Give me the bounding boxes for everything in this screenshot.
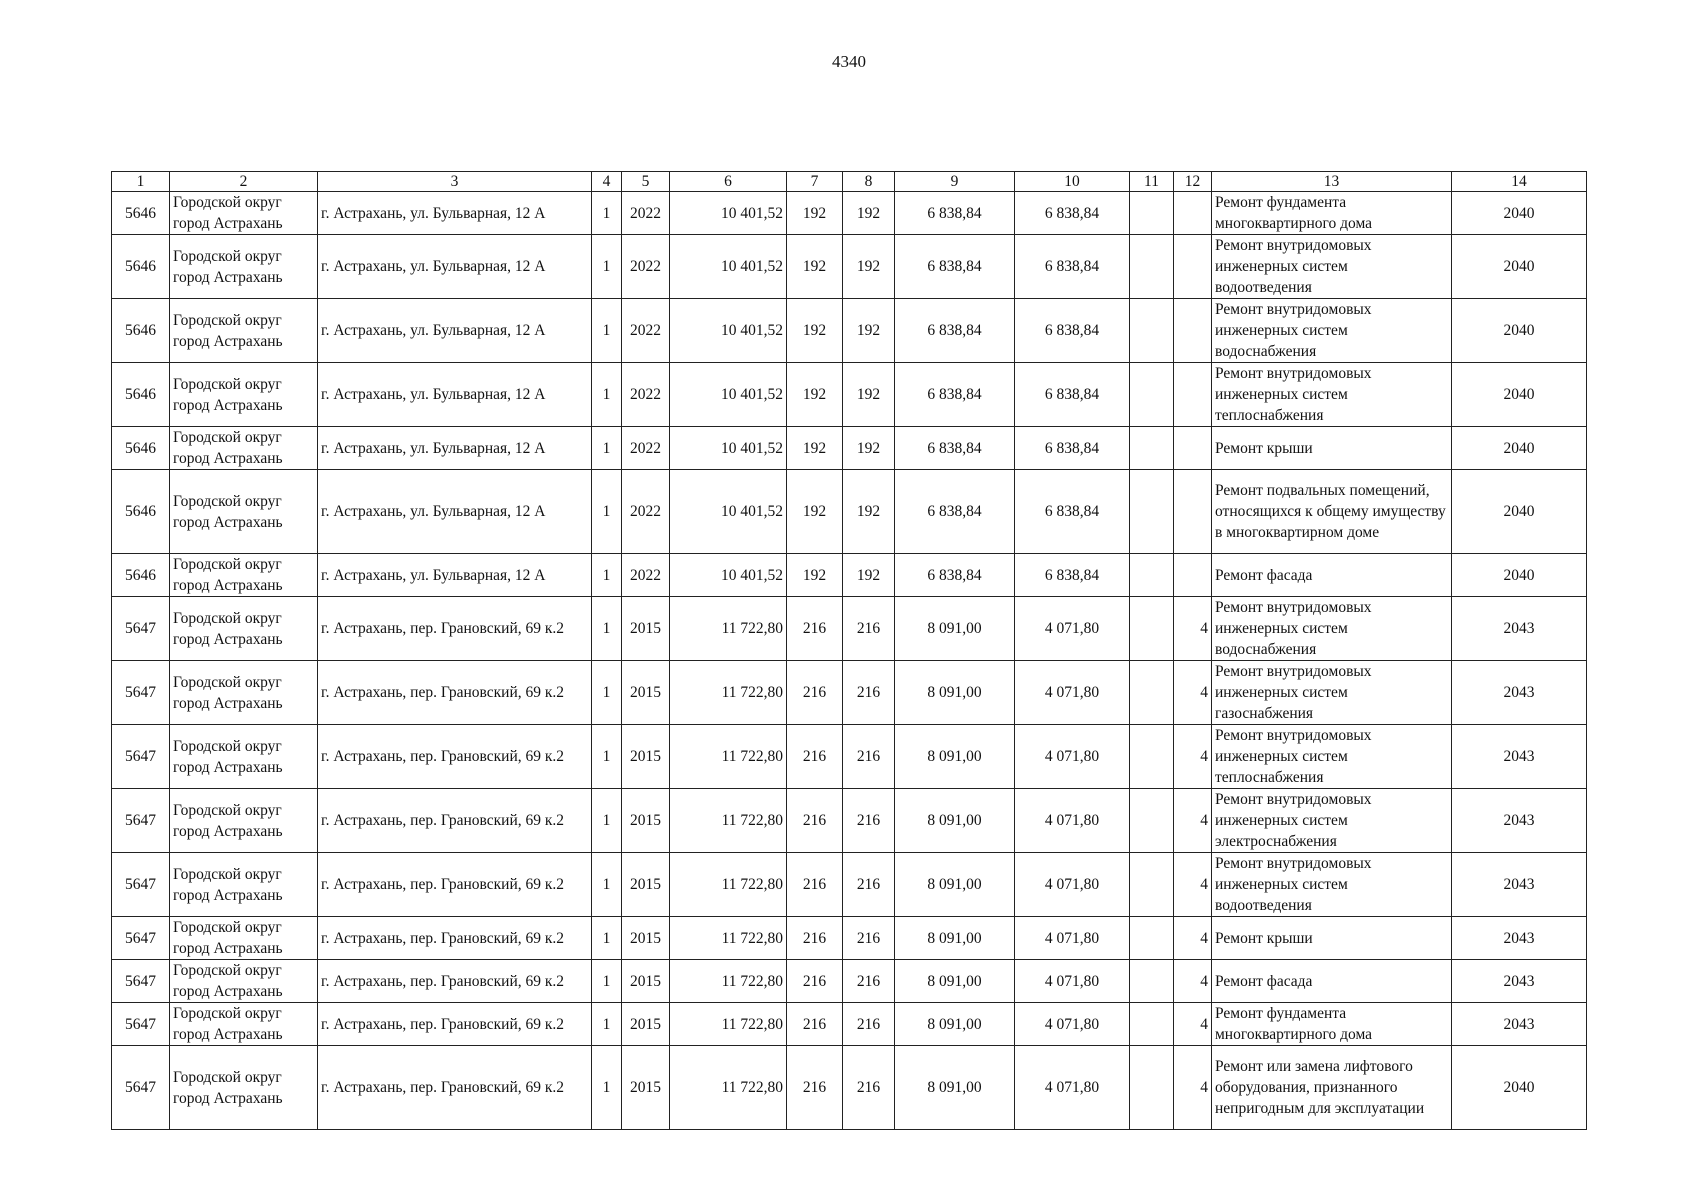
cell-col-12: [1174, 299, 1212, 363]
cell-col-7: 192: [787, 470, 843, 554]
cell-area-10: 4 071,80: [1015, 725, 1130, 789]
cell-col-11: [1130, 789, 1174, 853]
cell-municipality: Городской округ город Астрахань: [170, 725, 318, 789]
cell-area-total: 10 401,52: [670, 554, 787, 597]
cell-col-12: 4: [1174, 789, 1212, 853]
cell-work-type: Ремонт крыши: [1212, 917, 1452, 960]
cell-col-7: 192: [787, 363, 843, 427]
cell-col-12: 4: [1174, 1003, 1212, 1046]
cell-area-total: 11 722,80: [670, 789, 787, 853]
cell-col-7: 216: [787, 960, 843, 1003]
cell-municipality: Городской округ город Астрахань: [170, 960, 318, 1003]
cell-area-total: 11 722,80: [670, 1003, 787, 1046]
cell-col-11: [1130, 554, 1174, 597]
cell-area-10: 6 838,84: [1015, 299, 1130, 363]
cell-col-11: [1130, 917, 1174, 960]
cell-col-12: 4: [1174, 960, 1212, 1003]
cell-col-4: 1: [592, 1046, 622, 1130]
cell-planned-year: 2040: [1452, 192, 1587, 235]
table-row: [112, 1003, 1587, 1046]
table-header: [112, 172, 1587, 192]
cell-area-total: 10 401,52: [670, 299, 787, 363]
cell-row-number: 5647: [112, 661, 170, 725]
cell-col-8: 216: [843, 789, 895, 853]
cell-row-number: 5646: [112, 470, 170, 554]
cell-planned-year: 2040: [1452, 470, 1587, 554]
table-row: [112, 363, 1587, 427]
cell-row-number: 5647: [112, 960, 170, 1003]
column-header: 3: [318, 172, 592, 192]
cell-col-11: [1130, 192, 1174, 235]
cell-year: 2022: [622, 470, 670, 554]
cell-address: г. Астрахань, ул. Бульварная, 12 А: [318, 235, 592, 299]
cell-area-total: 11 722,80: [670, 917, 787, 960]
cell-col-7: 216: [787, 1003, 843, 1046]
cell-area-total: 11 722,80: [670, 661, 787, 725]
cell-area-10: 6 838,84: [1015, 363, 1130, 427]
cell-col-7: 216: [787, 1046, 843, 1130]
cell-row-number: 5647: [112, 917, 170, 960]
cell-area-total: 10 401,52: [670, 235, 787, 299]
cell-area-total: 11 722,80: [670, 597, 787, 661]
cell-area-9: 8 091,00: [895, 1046, 1015, 1130]
cell-address: г. Астрахань, пер. Грановский, 69 к.2: [318, 960, 592, 1003]
column-header: 2: [170, 172, 318, 192]
cell-municipality: Городской округ город Астрахань: [170, 661, 318, 725]
cell-municipality: Городской округ город Астрахань: [170, 427, 318, 470]
cell-col-4: 1: [592, 661, 622, 725]
cell-planned-year: 2043: [1452, 917, 1587, 960]
cell-col-7: 216: [787, 789, 843, 853]
table-row: [112, 554, 1587, 597]
cell-col-12: 4: [1174, 597, 1212, 661]
cell-col-7: 192: [787, 235, 843, 299]
cell-row-number: 5647: [112, 597, 170, 661]
cell-municipality: Городской округ город Астрахань: [170, 363, 318, 427]
cell-area-9: 8 091,00: [895, 661, 1015, 725]
cell-municipality: Городской округ город Астрахань: [170, 789, 318, 853]
cell-area-9: 6 838,84: [895, 427, 1015, 470]
cell-row-number: 5646: [112, 192, 170, 235]
cell-municipality: Городской округ город Астрахань: [170, 917, 318, 960]
table-row: [112, 192, 1587, 235]
cell-area-9: 8 091,00: [895, 853, 1015, 917]
cell-planned-year: 2043: [1452, 661, 1587, 725]
table-row: [112, 597, 1587, 661]
cell-work-type: Ремонт внутридомовых инженерных систем водоснабжения: [1212, 597, 1452, 661]
table-row: [112, 427, 1587, 470]
cell-col-4: 1: [592, 427, 622, 470]
cell-col-7: 192: [787, 554, 843, 597]
cell-area-9: 6 838,84: [895, 299, 1015, 363]
cell-year: 2022: [622, 299, 670, 363]
cell-col-12: 4: [1174, 661, 1212, 725]
header-row: [112, 172, 1587, 192]
cell-area-total: 10 401,52: [670, 470, 787, 554]
cell-row-number: 5647: [112, 1003, 170, 1046]
cell-area-total: 11 722,80: [670, 853, 787, 917]
cell-work-type: Ремонт внутридомовых инженерных систем электроснабжения: [1212, 789, 1452, 853]
column-header: 10: [1015, 172, 1130, 192]
table-row: [112, 470, 1587, 554]
cell-work-type: Ремонт фундамента многоквартирного дома: [1212, 1003, 1452, 1046]
cell-planned-year: 2043: [1452, 789, 1587, 853]
cell-col-8: 216: [843, 1003, 895, 1046]
cell-row-number: 5647: [112, 725, 170, 789]
cell-area-10: 4 071,80: [1015, 597, 1130, 661]
cell-col-11: [1130, 427, 1174, 470]
cell-work-type: Ремонт фасада: [1212, 554, 1452, 597]
cell-year: 2015: [622, 917, 670, 960]
cell-municipality: Городской округ город Астрахань: [170, 192, 318, 235]
column-header: 14: [1452, 172, 1587, 192]
cell-col-7: 192: [787, 427, 843, 470]
cell-col-8: 216: [843, 917, 895, 960]
column-header: 6: [670, 172, 787, 192]
cell-work-type: Ремонт фундамента многоквартирного дома: [1212, 192, 1452, 235]
cell-work-type: Ремонт внутридомовых инженерных систем теплоснабжения: [1212, 363, 1452, 427]
column-header: 11: [1130, 172, 1174, 192]
cell-col-4: 1: [592, 470, 622, 554]
cell-planned-year: 2040: [1452, 363, 1587, 427]
cell-work-type: Ремонт внутридомовых инженерных систем газоснабжения: [1212, 661, 1452, 725]
cell-area-9: 8 091,00: [895, 789, 1015, 853]
cell-col-11: [1130, 661, 1174, 725]
table-row: [112, 960, 1587, 1003]
cell-col-4: 1: [592, 192, 622, 235]
cell-year: 2022: [622, 554, 670, 597]
cell-area-total: 11 722,80: [670, 725, 787, 789]
cell-col-4: 1: [592, 960, 622, 1003]
cell-area-10: 6 838,84: [1015, 235, 1130, 299]
cell-col-11: [1130, 235, 1174, 299]
cell-col-7: 216: [787, 853, 843, 917]
cell-col-4: 1: [592, 917, 622, 960]
cell-planned-year: 2043: [1452, 960, 1587, 1003]
cell-col-12: 4: [1174, 1046, 1212, 1130]
cell-col-8: 192: [843, 235, 895, 299]
table-row: [112, 299, 1587, 363]
cell-col-8: 216: [843, 597, 895, 661]
cell-planned-year: 2040: [1452, 427, 1587, 470]
cell-col-12: 4: [1174, 725, 1212, 789]
cell-work-type: Ремонт или замена лифтового оборудования, признанного непригодным для эксплуатации: [1212, 1046, 1452, 1130]
cell-year: 2015: [622, 853, 670, 917]
cell-area-total: 11 722,80: [670, 960, 787, 1003]
cell-address: г. Астрахань, пер. Грановский, 69 к.2: [318, 1046, 592, 1130]
cell-address: г. Астрахань, ул. Бульварная, 12 А: [318, 427, 592, 470]
cell-address: г. Астрахань, пер. Грановский, 69 к.2: [318, 917, 592, 960]
cell-col-11: [1130, 853, 1174, 917]
table-row: [112, 725, 1587, 789]
cell-col-4: 1: [592, 853, 622, 917]
cell-municipality: Городской округ город Астрахань: [170, 853, 318, 917]
cell-row-number: 5647: [112, 1046, 170, 1130]
table-row: [112, 235, 1587, 299]
cell-area-10: 6 838,84: [1015, 192, 1130, 235]
cell-col-8: 192: [843, 470, 895, 554]
cell-area-9: 6 838,84: [895, 235, 1015, 299]
cell-col-4: 1: [592, 789, 622, 853]
cell-col-7: 216: [787, 661, 843, 725]
cell-area-9: 6 838,84: [895, 470, 1015, 554]
cell-col-11: [1130, 299, 1174, 363]
cell-planned-year: 2043: [1452, 597, 1587, 661]
cell-col-4: 1: [592, 299, 622, 363]
cell-row-number: 5647: [112, 789, 170, 853]
cell-municipality: Городской округ город Астрахань: [170, 470, 318, 554]
cell-col-8: 216: [843, 661, 895, 725]
cell-year: 2015: [622, 597, 670, 661]
cell-address: г. Астрахань, ул. Бульварная, 12 А: [318, 192, 592, 235]
cell-col-4: 1: [592, 597, 622, 661]
cell-address: г. Астрахань, ул. Бульварная, 12 А: [318, 299, 592, 363]
cell-year: 2022: [622, 192, 670, 235]
cell-col-8: 216: [843, 725, 895, 789]
cell-row-number: 5646: [112, 299, 170, 363]
cell-area-10: 6 838,84: [1015, 427, 1130, 470]
cell-col-12: [1174, 235, 1212, 299]
cell-col-12: 4: [1174, 917, 1212, 960]
cell-address: г. Астрахань, пер. Грановский, 69 к.2: [318, 661, 592, 725]
column-header: 7: [787, 172, 843, 192]
cell-col-12: 4: [1174, 853, 1212, 917]
cell-col-7: 216: [787, 917, 843, 960]
cell-col-8: 216: [843, 853, 895, 917]
cell-area-10: 4 071,80: [1015, 960, 1130, 1003]
cell-area-total: 11 722,80: [670, 1046, 787, 1130]
cell-year: 2015: [622, 1046, 670, 1130]
cell-area-10: 4 071,80: [1015, 1046, 1130, 1130]
cell-col-4: 1: [592, 725, 622, 789]
cell-row-number: 5647: [112, 853, 170, 917]
cell-work-type: Ремонт внутридомовых инженерных систем теплоснабжения: [1212, 725, 1452, 789]
cell-area-10: 4 071,80: [1015, 1003, 1130, 1046]
cell-col-12: [1174, 192, 1212, 235]
cell-area-9: 6 838,84: [895, 363, 1015, 427]
column-header: 5: [622, 172, 670, 192]
table-row: [112, 1046, 1587, 1130]
cell-col-11: [1130, 363, 1174, 427]
cell-col-8: 192: [843, 299, 895, 363]
cell-planned-year: 2040: [1452, 554, 1587, 597]
cell-col-8: 192: [843, 554, 895, 597]
cell-col-11: [1130, 470, 1174, 554]
cell-municipality: Городской округ город Астрахань: [170, 299, 318, 363]
table-body: [112, 192, 1587, 1130]
cell-row-number: 5646: [112, 554, 170, 597]
cell-year: 2015: [622, 661, 670, 725]
cell-col-4: 1: [592, 1003, 622, 1046]
cell-col-7: 216: [787, 725, 843, 789]
cell-area-9: 8 091,00: [895, 597, 1015, 661]
cell-area-10: 4 071,80: [1015, 853, 1130, 917]
cell-col-8: 192: [843, 192, 895, 235]
cell-area-10: 4 071,80: [1015, 917, 1130, 960]
cell-address: г. Астрахань, пер. Грановский, 69 к.2: [318, 789, 592, 853]
table-row: [112, 853, 1587, 917]
cell-row-number: 5646: [112, 427, 170, 470]
table-row: [112, 661, 1587, 725]
cell-col-8: 192: [843, 427, 895, 470]
cell-planned-year: 2043: [1452, 725, 1587, 789]
cell-year: 2022: [622, 363, 670, 427]
cell-col-12: [1174, 427, 1212, 470]
cell-planned-year: 2040: [1452, 299, 1587, 363]
cell-area-total: 10 401,52: [670, 363, 787, 427]
cell-work-type: Ремонт внутридомовых инженерных систем водоотведения: [1212, 235, 1452, 299]
cell-planned-year: 2043: [1452, 1003, 1587, 1046]
cell-col-11: [1130, 725, 1174, 789]
cell-municipality: Городской округ город Астрахань: [170, 597, 318, 661]
cell-area-total: 10 401,52: [670, 427, 787, 470]
cell-col-11: [1130, 597, 1174, 661]
cell-col-11: [1130, 1046, 1174, 1130]
cell-area-10: 4 071,80: [1015, 789, 1130, 853]
column-header: 13: [1212, 172, 1452, 192]
cell-col-7: 192: [787, 299, 843, 363]
cell-col-12: [1174, 470, 1212, 554]
cell-col-8: 192: [843, 363, 895, 427]
cell-area-total: 10 401,52: [670, 192, 787, 235]
cell-row-number: 5646: [112, 363, 170, 427]
cell-year: 2022: [622, 235, 670, 299]
cell-planned-year: 2040: [1452, 1046, 1587, 1130]
cell-col-8: 216: [843, 1046, 895, 1130]
cell-year: 2015: [622, 789, 670, 853]
cell-address: г. Астрахань, пер. Грановский, 69 к.2: [318, 1003, 592, 1046]
cell-row-number: 5646: [112, 235, 170, 299]
table-row: [112, 917, 1587, 960]
cell-area-9: 8 091,00: [895, 725, 1015, 789]
cell-col-12: [1174, 363, 1212, 427]
cell-area-10: 6 838,84: [1015, 554, 1130, 597]
cell-year: 2015: [622, 960, 670, 1003]
column-header: 1: [112, 172, 170, 192]
cell-area-9: 8 091,00: [895, 917, 1015, 960]
cell-municipality: Городской округ город Астрахань: [170, 235, 318, 299]
cell-area-9: 8 091,00: [895, 1003, 1015, 1046]
cell-year: 2022: [622, 427, 670, 470]
cell-year: 2015: [622, 1003, 670, 1046]
cell-col-12: [1174, 554, 1212, 597]
cell-municipality: Городской округ город Астрахань: [170, 554, 318, 597]
cell-year: 2015: [622, 725, 670, 789]
cell-col-4: 1: [592, 554, 622, 597]
cell-work-type: Ремонт крыши: [1212, 427, 1452, 470]
cell-col-11: [1130, 960, 1174, 1003]
cell-col-7: 192: [787, 192, 843, 235]
cell-planned-year: 2043: [1452, 853, 1587, 917]
cell-work-type: Ремонт внутридомовых инженерных систем водоотведения: [1212, 853, 1452, 917]
table-row: [112, 789, 1587, 853]
cell-col-8: 216: [843, 960, 895, 1003]
cell-address: г. Астрахань, ул. Бульварная, 12 А: [318, 470, 592, 554]
cell-area-9: 6 838,84: [895, 554, 1015, 597]
page-number: 4340: [832, 52, 866, 71]
column-header: 8: [843, 172, 895, 192]
cell-municipality: Городской округ город Астрахань: [170, 1046, 318, 1130]
cell-col-7: 216: [787, 597, 843, 661]
capital-repair-table: [111, 171, 1587, 1130]
cell-address: г. Астрахань, пер. Грановский, 69 к.2: [318, 725, 592, 789]
cell-address: г. Астрахань, пер. Грановский, 69 к.2: [318, 853, 592, 917]
column-header: 12: [1174, 172, 1212, 192]
cell-municipality: Городской округ город Астрахань: [170, 1003, 318, 1046]
cell-work-type: Ремонт фасада: [1212, 960, 1452, 1003]
cell-area-10: 4 071,80: [1015, 661, 1130, 725]
cell-address: г. Астрахань, ул. Бульварная, 12 А: [318, 554, 592, 597]
cell-col-4: 1: [592, 363, 622, 427]
cell-work-type: Ремонт внутридомовых инженерных систем водоснабжения: [1212, 299, 1452, 363]
cell-col-11: [1130, 1003, 1174, 1046]
cell-address: г. Астрахань, пер. Грановский, 69 к.2: [318, 597, 592, 661]
cell-area-10: 6 838,84: [1015, 470, 1130, 554]
column-header: 4: [592, 172, 622, 192]
cell-area-9: 6 838,84: [895, 192, 1015, 235]
column-header: 9: [895, 172, 1015, 192]
cell-col-4: 1: [592, 235, 622, 299]
cell-address: г. Астрахань, ул. Бульварная, 12 А: [318, 363, 592, 427]
cell-work-type: Ремонт подвальных помещений, относящихся к общему имуществу в многоквартирном доме: [1212, 470, 1452, 554]
cell-area-9: 8 091,00: [895, 960, 1015, 1003]
cell-planned-year: 2040: [1452, 235, 1587, 299]
